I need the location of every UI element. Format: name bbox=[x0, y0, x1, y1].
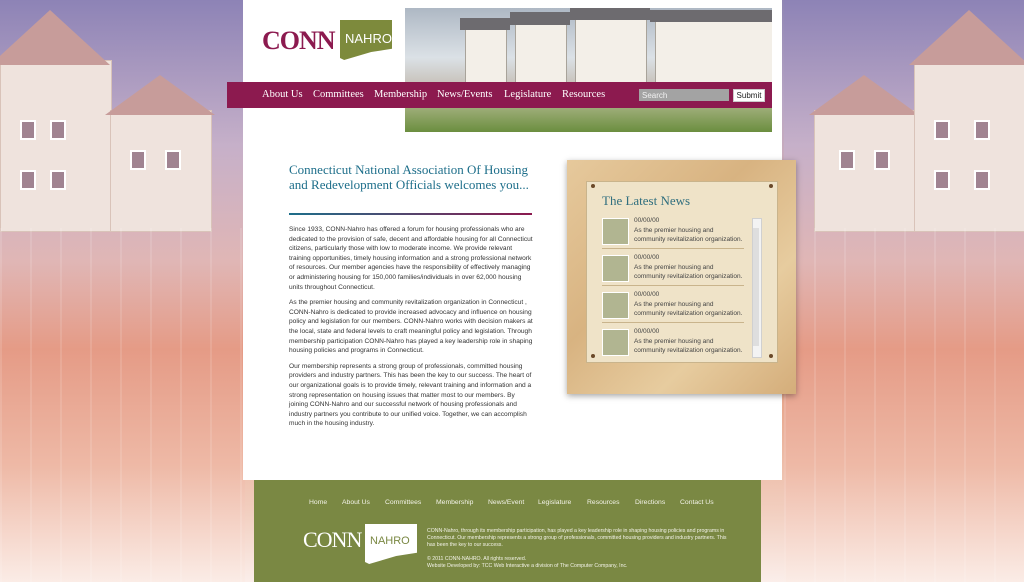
welcome-paragraph-1: Since 1933, CONN-Nahro has offered a forum for housing professionals who are dedicated to the provision of safe, decent and affordable housing for all Connecticut citizens, particularly those with low to moderate income. We provide relevant training opportunities, timely housing information and a strong professional network of resources. Our member agencies have the responsibility of effectively managing or administering housing for 150,000 families/individuals in over 62,000 housing units throughout Connecticut. bbox=[289, 226, 533, 291]
news-thumbnail bbox=[602, 329, 629, 356]
news-item[interactable] bbox=[602, 325, 744, 359]
footer-link-legislature[interactable]: Legislature bbox=[538, 499, 572, 506]
footer-logo-nahro-text: NAHRO bbox=[370, 535, 410, 547]
footer-link-news-event[interactable]: News/Event bbox=[488, 499, 525, 506]
footer-link-home[interactable]: Home bbox=[309, 499, 328, 506]
welcome-heading: Connecticut National Association Of Housing and Redevelopment Officials welcomes you... bbox=[289, 162, 529, 192]
footer-link-directions[interactable]: Directions bbox=[635, 499, 666, 506]
footer-link-about-us[interactable]: About Us bbox=[342, 499, 370, 506]
news-date: 00/00/00 bbox=[634, 291, 660, 298]
search-input[interactable] bbox=[639, 89, 729, 101]
logo-conn-text: CONN bbox=[262, 26, 335, 55]
footer-link-committees[interactable]: Committees bbox=[385, 499, 422, 506]
news-scrollbar-thumb[interactable] bbox=[753, 228, 759, 346]
footer-link-membership[interactable]: Membership bbox=[436, 499, 474, 506]
header-houses-image bbox=[405, 8, 772, 132]
pin-icon bbox=[769, 184, 773, 188]
news-thumbnail bbox=[602, 292, 629, 319]
news-summary: As the premier housing and community revitalization organization. bbox=[634, 264, 743, 280]
welcome-divider bbox=[289, 213, 532, 215]
developer-credit: Website Developed by: TCC Web Interactive a division of The Computer Company, Inc. bbox=[427, 563, 628, 570]
welcome-body bbox=[289, 225, 534, 435]
news-item[interactable] bbox=[602, 288, 744, 323]
latest-news-title: The Latest News bbox=[602, 193, 691, 208]
copyright-text: © 2011 CONN-NAHRO. All rights reserved. bbox=[427, 556, 527, 562]
pin-icon bbox=[591, 354, 595, 358]
search-submit-button[interactable]: Submit bbox=[733, 89, 765, 102]
logo-nahro-text: NAHRO bbox=[345, 31, 392, 46]
news-item[interactable] bbox=[602, 251, 744, 286]
nav-resources[interactable]: Resources bbox=[562, 89, 606, 100]
news-summary: As the premier housing and community revitalization organization. bbox=[634, 227, 743, 243]
pin-icon bbox=[591, 184, 595, 188]
news-date: 00/00/00 bbox=[634, 254, 660, 261]
nav-committees[interactable]: Committees bbox=[313, 89, 364, 100]
pin-icon bbox=[769, 354, 773, 358]
footer-link-contact-us[interactable]: Contact Us bbox=[680, 499, 714, 506]
footer-logo-conn-text: CONN bbox=[303, 527, 362, 552]
nav-news-events[interactable]: News/Events bbox=[437, 89, 493, 100]
news-thumbnail bbox=[602, 255, 629, 282]
welcome-paragraph-3: Our membership represents a strong group of professionals, committed housing providers and industry partners. This has been the key to our success. The heart of our organizational goals is to provide timely, relevant training and information and a strong representation on housing issues that matter most to our members. By joining CONN-Nahro and our successful network of housing professionals and industry partners you contribute to our unified voice. Together, we can accomplish much in the housing industry. bbox=[289, 362, 532, 428]
left-background-scene bbox=[0, 0, 245, 582]
news-item[interactable] bbox=[602, 214, 744, 249]
welcome-paragraph-2: As the premier housing and community revitalization organization in Connecticut , CONN-Nahro is dedicated to provide increased advocacy and influence on housing policy and legislation for our members. CONN-Nahro works with decision makers at the local, state and federal levels to craft meaningful policy and legislation. Through membership participation CONN-Nahro has played a key leadership role in shaping housing policies and programs in Connecticut. bbox=[289, 299, 533, 355]
nav-legislature[interactable]: Legislature bbox=[504, 89, 552, 100]
footer-link-resources[interactable]: Resources bbox=[587, 499, 620, 506]
news-summary: As the premier housing and community revitalization organization. bbox=[634, 338, 743, 354]
news-date: 00/00/00 bbox=[634, 217, 660, 224]
nav-membership[interactable]: Membership bbox=[374, 89, 428, 100]
footer-copyright bbox=[427, 556, 628, 570]
news-summary: As the premier housing and community revitalization organization. bbox=[634, 301, 743, 317]
conn-nahro-logo[interactable] bbox=[262, 20, 392, 62]
news-thumbnail bbox=[602, 218, 629, 245]
footer-description: CONN-Nahro, through its membership participation, has played a key leadership role in shaping housing policies and programs in Connecticut. Our membership represents a strong group of professionals, committed housing providers and industry partners. This has been the key to our success. bbox=[427, 528, 727, 549]
news-date: 00/00/00 bbox=[634, 328, 660, 335]
nav-about-us[interactable]: About Us bbox=[262, 89, 303, 100]
right-background-scene bbox=[784, 0, 1024, 582]
